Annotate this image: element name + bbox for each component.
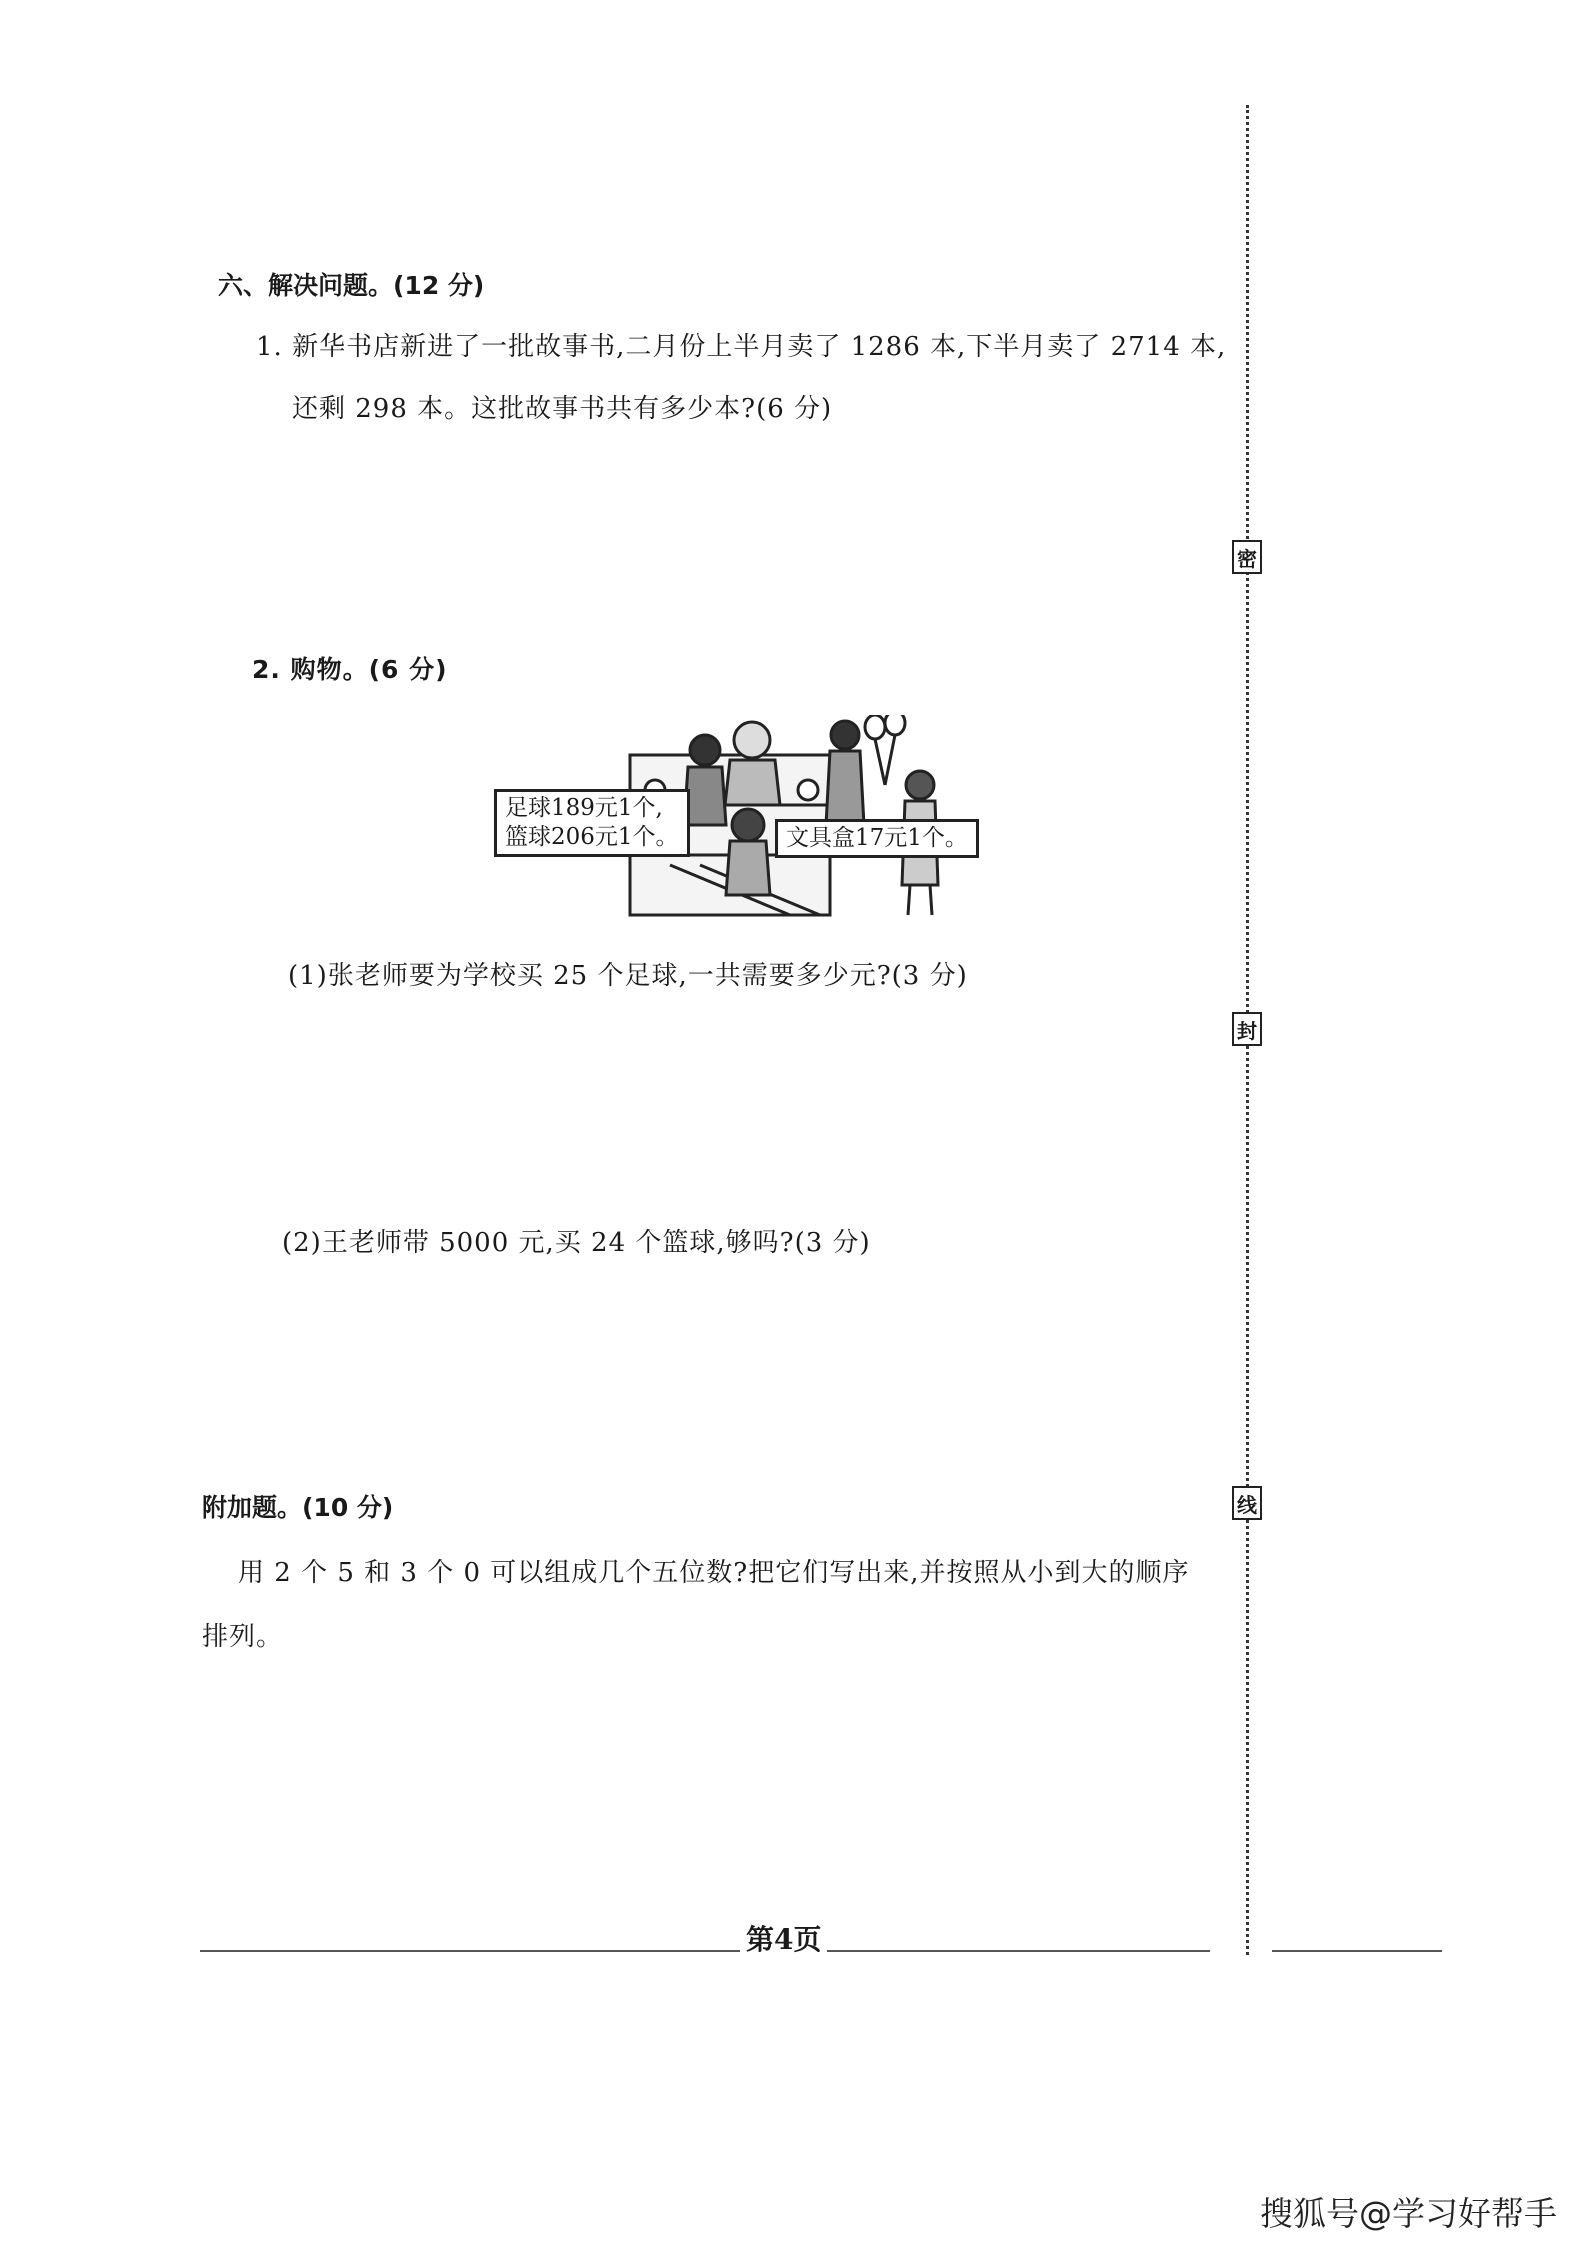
page-number: 第4页 [740, 1918, 827, 1958]
question-1-line-2: 还剩 298 本。这批故事书共有多少本?(6 分) [292, 394, 833, 424]
footer-rule [200, 1950, 1210, 1952]
question-2-sub-1: (1)张老师要为学校买 25 个足球,一共需要多少元?(3 分) [288, 961, 968, 991]
watermark: 搜狐号@学习好帮手 [1260, 2194, 1557, 2233]
binding-char-mi: 密 [1232, 540, 1262, 574]
binding-char-xian: 线 [1232, 1486, 1262, 1520]
football-price: 足球189元1个, [505, 795, 663, 821]
shopping-illustration [490, 715, 1000, 925]
question-2-sub-2: (2)王老师带 5000 元,买 24 个篮球,够吗?(3 分) [282, 1228, 871, 1258]
pencil-box-price: 文具盒17元1个。 [775, 819, 979, 858]
section-title: 六、解决问题。(12 分) [218, 271, 485, 300]
bonus-title: 附加题。(10 分) [202, 1493, 394, 1522]
question-2-title: 2. 购物。(6 分) [252, 655, 448, 684]
question-1-line-1: 1. 新华书店新进了一批故事书,二月份上半月卖了 1286 本,下半月卖了 2714 本, [256, 332, 1227, 362]
footer-rule-right [1272, 1950, 1442, 1952]
binding-char-feng: 封 [1232, 1012, 1262, 1046]
basketball-price: 篮球206元1个。 [505, 824, 679, 850]
price-label-balls [494, 789, 690, 857]
bonus-line-2: 排列。 [202, 1622, 284, 1652]
bonus-line-1: 用 2 个 5 和 3 个 0 可以组成几个五位数?把它们写出来,并按照从小到大的顺序 [238, 1558, 1190, 1588]
